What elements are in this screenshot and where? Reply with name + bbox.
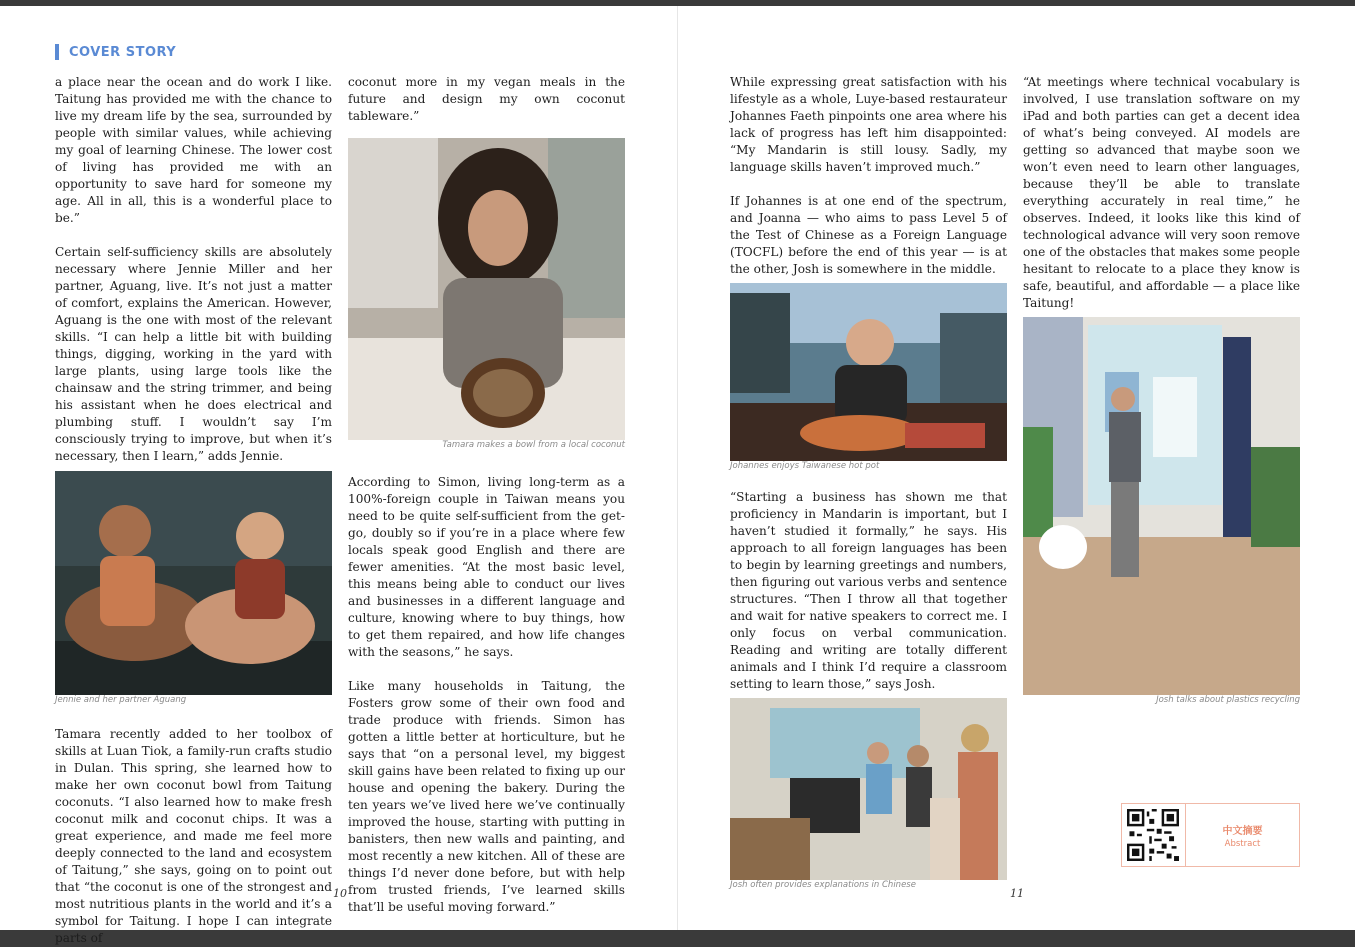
- column-1: [55, 74, 332, 947]
- qr-code-icon[interactable]: [1127, 809, 1179, 861]
- photo-josh-explaining: [730, 698, 1007, 880]
- paragraph: coconut more in my vegan meals in the future and design my own coconut tableware.”: [348, 75, 625, 123]
- paragraph: Certain self-sufficiency skills are absolutely necessary where Jennie Miller and her partner, Aguang, live. It’s not just a matter of comfort, explains the American. However, Aguang is the one with most of the relevant skills. “I can help a little bit with building things, digging, working in the yard with large plants, using large tools like the chainsaw and the string trimmer, and being his assistant when he does electrical and plumbing stuff. I wouldn’t say I’m consciously trying to improve, but when it’s necessary, then I learn,” adds Jennie.: [55, 245, 332, 463]
- column-3: [730, 74, 1007, 891]
- paragraph: While expressing great satisfaction with his lifestyle as a whole, Luye-based restaurateur Johannes Faeth pinpoints one area where his lack of progress has left him disappointed: “My Mandarin is still lousy. Sadly, my language skills haven’t improved much.”: [730, 75, 1007, 174]
- abstract-label-zh: 中文摘要: [1222, 825, 1263, 837]
- photo-jennie-aguang: [55, 471, 332, 695]
- photo-johannes-hotpot: [730, 283, 1007, 461]
- column-2: [348, 74, 625, 916]
- paragraph: a place near the ocean and do work I like. Taitung has provided me with the chance to live my dream life by the sea, surrounded by people with similar values, while achieving my goal of learning Chinese. The lower cost of living has provided me with an opportunity to save hard for someone my age. All in all, this is a wonderful place to be.”: [55, 75, 332, 225]
- paragraph: Tamara recently added to her toolbox of skills at Luan Tiok, a family-run crafts studio in Dulan. This spring, she learned how to make her own coconut bowl from Taitung coconuts. “I also learned how to make fresh coconut milk and coconut chips. It was a great experience, and made me feel more deeply connected to the land and ecosystem of Taitung,” she says, going on to point out that “the coconut is one of the strongest and most nutritious plants in the world and it’s a symbol for Taitung. I hope I can integrate parts of: [55, 727, 332, 945]
- photo-tamara-coconut: [348, 138, 625, 440]
- column-4: [1023, 74, 1300, 706]
- section-label: COVER STORY: [69, 44, 177, 60]
- abstract-box[interactable]: [1121, 803, 1300, 867]
- section-accent-bar: [55, 44, 59, 60]
- abstract-label-en: Abstract: [1224, 838, 1261, 849]
- photo-caption: Josh often provides explanations in Chinese: [730, 880, 916, 890]
- photo-josh-presentation: [1023, 317, 1300, 695]
- section-header: [55, 43, 176, 61]
- page-number-left: 10: [333, 887, 347, 900]
- photo-caption: Josh talks about plastics recycling: [1156, 695, 1300, 705]
- paragraph: According to Simon, living long-term as a 100%-foreign couple in Taiwan means you need to be quite self-sufficient from the get-go, doubly so if you’re in a place where few locals speak good English and there are fewer amenities. “At the most basic level, this means being able to conduct our lives and businesses in a different language and culture, knowing where to buy things, how to get them repaired, and how life changes with the seasons,” he says.: [348, 475, 625, 659]
- photo-caption: Jennie and her partner Aguang: [55, 695, 187, 705]
- abstract-label[interactable]: [1186, 822, 1299, 849]
- paragraph: “Starting a business has shown me that proficiency in Mandarin is important, but I haven’t studied it formally,” he says. His approach to all foreign languages has been to begin by learning greetings and numbers, then figuring out various verbs and sentence structures. “Then I throw all that together and wait for native speakers to correct me. I only focus on verbal communication. Reading and writing are totally different animals and I think I’d require a classroom setting to learn those,” says Josh.: [730, 490, 1007, 691]
- magazine-spread: [0, 6, 1355, 945]
- page-gutter: [677, 6, 678, 930]
- paragraph: Like many households in Taitung, the Fosters grow some of their own food and trade produce with friends. Simon has gotten a little better at horticulture, but he says that “on a personal level, my biggest skill gains have been related to fixing up our house and opening the bakery. During the ten years we’ve lived here we’ve continually improved the house, starting with putting in banisters, then new walls and painting, and most recently a new kitchen. All of these are things I’d never done before, but with help from trusted friends, I’ve learned skills that’ll be useful moving forward.”: [348, 679, 625, 914]
- photo-caption: Johannes enjoys Taiwanese hot pot: [730, 461, 880, 471]
- page-number-right: 11: [1010, 887, 1024, 900]
- photo-caption: Tamara makes a bowl from a local coconut: [442, 440, 625, 450]
- paragraph: “At meetings where technical vocabulary is involved, I use translation software on my iPad and both parties can get a decent idea of what’s being conveyed. AI models are getting so advanced that maybe soon we won’t even need to learn other languages, because they’ll be able to translate everything accurately in real time,” he observes. Indeed, it looks like this kind of technological advance will very soon remove one of the obstacles that makes some people hesitant to relocate to a place they know is safe, beautiful, and affordable — a place like Taitung!: [1023, 75, 1300, 310]
- paragraph: If Johannes is at one end of the spectrum, and Joanna — who aims to pass Level 5 of the Test of Chinese as a Foreign Language (TOCFL) before the end of this year — is at the other, Josh is somewhere in the middle.: [730, 194, 1007, 276]
